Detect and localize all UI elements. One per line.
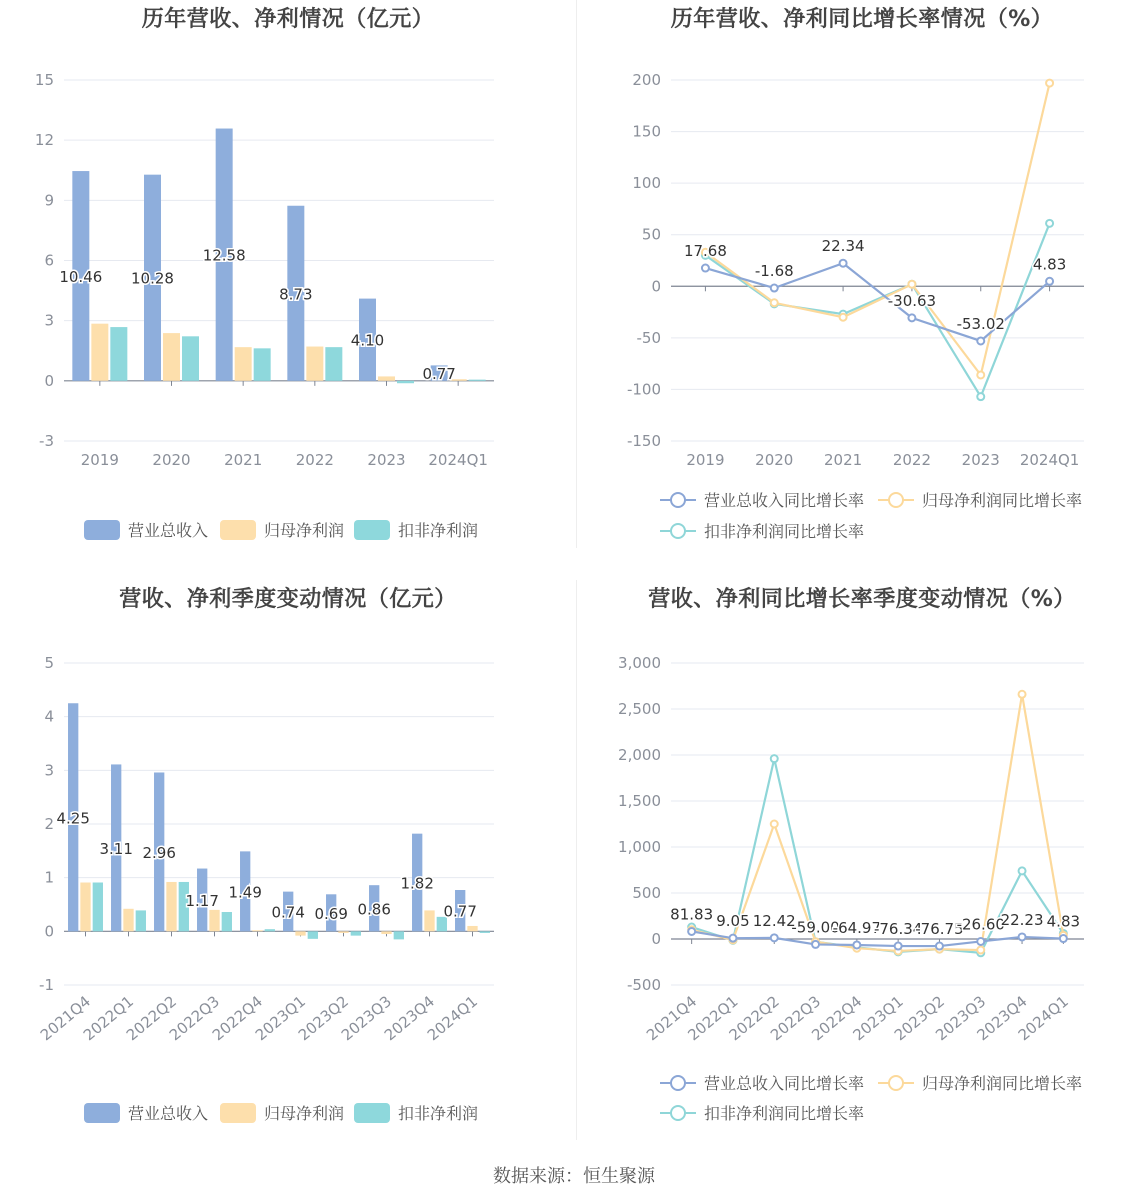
annual-revenue-profit-panel [0,0,576,560]
net-profit-bar [378,376,395,380]
deducted-profit-growth-point [1019,867,1026,874]
legend-label: 营业总收入同比增长率 [704,491,865,510]
deducted-profit-bar [397,381,414,383]
revenue-growth-point [840,260,847,267]
data-label: -53.02 [956,314,1005,333]
net-profit-bar [338,931,348,933]
net-profit-bar [252,930,262,931]
y-tick-label: -150 [626,432,661,450]
revenue-growth-point [908,314,915,321]
revenue-growth-point [1046,278,1053,285]
y-tick-label: 9 [44,191,54,210]
revenue-growth-point [977,938,984,945]
revenue-growth-point [688,928,695,935]
legend-swatch-deducted-growth [660,521,696,541]
x-tick-label: 2024Q1 [1019,451,1080,469]
data-label: 17.68 [683,242,727,261]
data-label: 22.34 [821,237,865,256]
y-tick-label: 50 [641,225,661,244]
legend-item-net-growth[interactable] [878,488,1082,511]
legend-swatch-revenue [84,1103,120,1123]
data-label: 0.77 [443,902,477,921]
x-tick-label: 2022 [892,451,932,469]
data-label: 10.46 [59,267,103,286]
y-tick-label: -1 [39,976,54,994]
deducted-profit-growth-point [1046,220,1053,227]
y-tick-label: 3 [44,311,54,330]
x-tick-label: 2019 [80,451,119,469]
net-profit-growth-point [771,821,778,828]
legend-swatch-net-growth [878,490,914,510]
data-label: 0.69 [314,904,348,923]
data-label: 4.10 [350,331,385,350]
x-tick-label: 2021Q4 [643,992,701,1045]
data-label: 4.25 [56,809,90,828]
x-tick-label: 2024Q1 [423,992,482,1045]
legend-label: 营业总收入 [128,521,209,540]
net-profit-growth-point [1019,691,1026,698]
legend-swatch-deducted-growth [660,1103,696,1123]
chart-title: 历年营收、净利情况（亿元） [141,7,435,32]
x-tick-label: 2021 [224,451,263,469]
deducted-profit-bar [136,910,146,931]
legend-item-revenue[interactable] [84,518,208,541]
x-tick-label: 2023Q4 [380,992,439,1045]
y-tick-label: 1 [44,868,54,887]
x-tick-label: 2022 [295,451,334,469]
x-tick-label: 2022Q4 [208,992,267,1045]
data-label: 12.58 [202,246,246,265]
net-profit-growth-point [977,371,984,378]
revenue-growth-point [812,941,819,948]
y-tick-label: 3 [44,761,54,780]
revenue-growth-point [1060,935,1067,942]
legend-label: 扣非净利润同比增长率 [704,522,865,541]
legend-label: 归母净利润同比增长率 [922,491,1083,510]
data-label: 1.82 [400,874,434,893]
net-profit-bar [424,910,434,931]
y-tick-label: 0 [651,277,661,296]
x-tick-label: 2023Q1 [849,992,907,1045]
x-tick-label: 2022Q3 [766,992,825,1045]
y-tick-label: 5 [44,654,54,672]
annual-bar-chart [0,0,576,560]
net-profit-growth-point [771,299,778,306]
revenue-growth-point [936,943,943,950]
quarterly-growth-rate-panel [576,580,1148,1150]
y-tick-label: 6 [44,251,54,270]
x-tick-label: 2023Q2 [294,992,353,1045]
net-profit-bar [166,882,176,931]
legend-swatch-deducted-profit [354,520,390,540]
quarterly-bar-chart [0,580,576,1150]
x-tick-label: 2023 [961,451,1000,469]
y-tick-label: 1,500 [618,792,661,810]
x-tick-label: 2021Q4 [36,992,95,1045]
revenue-growth-point [729,935,736,942]
legend-label: 归母净利润 [264,521,345,540]
y-tick-label: 0 [44,922,54,941]
revenue-growth-point [977,337,984,344]
x-tick-label: 2022Q2 [122,992,181,1045]
legend-item-deducted-growth[interactable] [660,1101,864,1124]
data-label: -76.75 [915,920,964,939]
y-tick-label: 2,000 [618,746,661,764]
revenue-growth-point [1019,933,1026,940]
x-tick-label: 2022Q2 [725,992,783,1045]
legend-label: 归母净利润同比增长率 [922,1074,1083,1093]
quarterly-line-chart [576,580,1148,1150]
legend-item-revenue-growth[interactable] [660,488,864,511]
legend-swatch-net-growth [878,1073,914,1093]
legend-swatch-net-profit [220,520,256,540]
legend-item-revenue-growth[interactable] [660,1071,864,1094]
net-profit-bar [123,909,133,932]
deducted-profit-bar [110,327,127,381]
quarterly-revenue-profit-panel [0,580,576,1150]
legend-item-net-profit[interactable] [220,1101,344,1124]
chart-title: 营收、净利季度变动情况（亿元） [119,587,457,612]
x-tick-label: 2020 [755,451,794,469]
data-label: -59.00 [791,918,840,937]
data-label: -30.63 [887,291,937,310]
y-tick-label: 2 [44,815,54,833]
y-tick-label: 3,000 [618,654,661,672]
data-label: 2.96 [142,843,176,862]
revenue-growth-point [771,934,778,941]
y-tick-label: 200 [632,71,661,89]
y-tick-label: -50 [636,328,661,347]
net-profit-growth-point [840,314,847,321]
net-profit-bar [91,324,108,381]
data-label: 0.77 [422,365,456,384]
deducted-profit-bar [351,931,361,935]
y-tick-label: 2,500 [618,700,661,718]
legend-swatch-revenue-growth [660,1073,696,1093]
x-tick-label: 2023Q2 [890,992,949,1045]
data-label: 9.05 [716,912,750,931]
legend-swatch-deducted-profit [354,1103,390,1123]
x-tick-label: 2023Q4 [973,992,1031,1045]
x-tick-label: 2023Q3 [932,992,990,1045]
legend-swatch-revenue-growth [660,490,696,510]
deducted-profit-bar [480,931,490,933]
x-tick-label: 2023Q3 [337,992,396,1045]
data-label: 1.49 [228,883,262,902]
y-tick-label: 500 [632,884,661,902]
deducted-profit-bar [254,348,271,380]
y-tick-label: -100 [626,380,661,399]
annual-growth-rate-panel [576,0,1148,560]
data-label: 4.83 [1046,912,1081,931]
net-profit-bar [80,882,90,931]
x-tick-label: 2023Q1 [251,992,310,1045]
x-tick-label: 2022Q4 [808,992,866,1045]
x-tick-label: 2022Q1 [79,992,138,1045]
net-profit-growth-point [908,281,915,288]
legend-item-deducted-growth[interactable] [660,519,864,542]
legend-item-net-growth[interactable] [878,1071,1082,1094]
legend-swatch-net-profit [220,1103,256,1123]
legend-item-deducted-profit[interactable] [354,518,478,541]
net-profit-bar [163,333,180,381]
legend-swatch-revenue [84,520,120,540]
x-tick-label: 2023 [367,451,406,469]
revenue-growth-point [702,265,709,272]
data-label: 4.83 [1032,255,1067,274]
deducted-profit-bar [469,380,486,381]
data-label: -64.97 [832,918,882,937]
deducted-profit-growth-point [771,755,778,762]
data-label: 1.17 [185,891,219,910]
data-label: 12.42 [752,911,796,930]
deducted-profit-bar [265,929,275,931]
y-tick-label: 0 [651,930,661,948]
deducted-profit-growth-line [705,223,1049,396]
data-label: 81.83 [670,905,714,924]
x-tick-label: 2020 [152,451,191,469]
x-tick-label: 2024Q1 [428,451,488,469]
data-label: 0.86 [357,900,391,919]
revenue-growth-point [895,943,902,950]
revenue-growth-point [853,941,860,948]
deducted-profit-growth-point [977,393,984,400]
revenue-growth-point [771,285,778,292]
y-tick-label: -500 [626,976,661,994]
legend-item-net-profit[interactable] [220,518,344,541]
y-tick-label: 12 [34,131,54,150]
data-label: 22.23 [1000,910,1044,929]
net-profit-growth-point [1046,80,1053,87]
legend-item-deducted-profit[interactable] [354,1101,478,1124]
data-label: 3.11 [99,839,133,858]
x-tick-label: 2021 [823,451,863,469]
net-profit-bar [209,910,219,931]
net-profit-bar [235,347,252,381]
chart-title: 历年营收、净利同比增长率情况（%） [670,7,1054,32]
y-tick-label: -3 [39,432,54,450]
legend-label: 扣非净利润 [398,521,479,540]
annual-line-chart [576,0,1148,560]
deducted-profit-bar [394,931,404,939]
deducted-profit-bar [93,882,103,931]
y-tick-label: 0 [44,371,54,390]
legend-label: 扣非净利润同比增长率 [704,1104,865,1123]
y-tick-label: 1,000 [618,838,661,856]
data-label: 10.28 [131,269,174,288]
data-label: -26.60 [956,915,1005,934]
net-profit-bar [381,931,391,934]
deducted-profit-bar [222,912,232,931]
data-label: -1.68 [754,262,794,281]
data-label: 0.74 [271,903,305,922]
x-tick-label: 2024Q1 [1014,992,1072,1045]
y-tick-label: 150 [632,122,661,141]
net-profit-bar [295,931,305,935]
legend-label: 扣非净利润 [398,1104,479,1123]
y-tick-label: 15 [34,71,54,89]
net-profit-bar [467,926,477,931]
x-tick-label: 2022Q3 [165,992,224,1045]
deducted-profit-bar [325,347,342,381]
y-tick-label: 100 [632,174,661,193]
x-tick-label: 2019 [686,451,725,469]
deducted-profit-bar [308,931,318,939]
data-source-note: 数据来源：恒生聚源 [493,1166,655,1187]
legend-label: 营业总收入 [128,1104,209,1123]
net-profit-bar [306,347,323,381]
deducted-profit-bar [182,336,199,381]
data-label: -76.34 [873,920,923,939]
net-profit-growth-point [977,947,984,954]
legend-item-revenue[interactable] [84,1101,208,1124]
legend-label: 归母净利润 [264,1104,345,1123]
chart-title: 营收、净利同比增长率季度变动情况（%） [648,587,1076,612]
legend-label: 营业总收入同比增长率 [704,1074,865,1093]
data-label: 8.73 [279,285,313,304]
y-tick-label: 4 [44,707,54,726]
x-tick-label: 2022Q1 [684,992,742,1045]
